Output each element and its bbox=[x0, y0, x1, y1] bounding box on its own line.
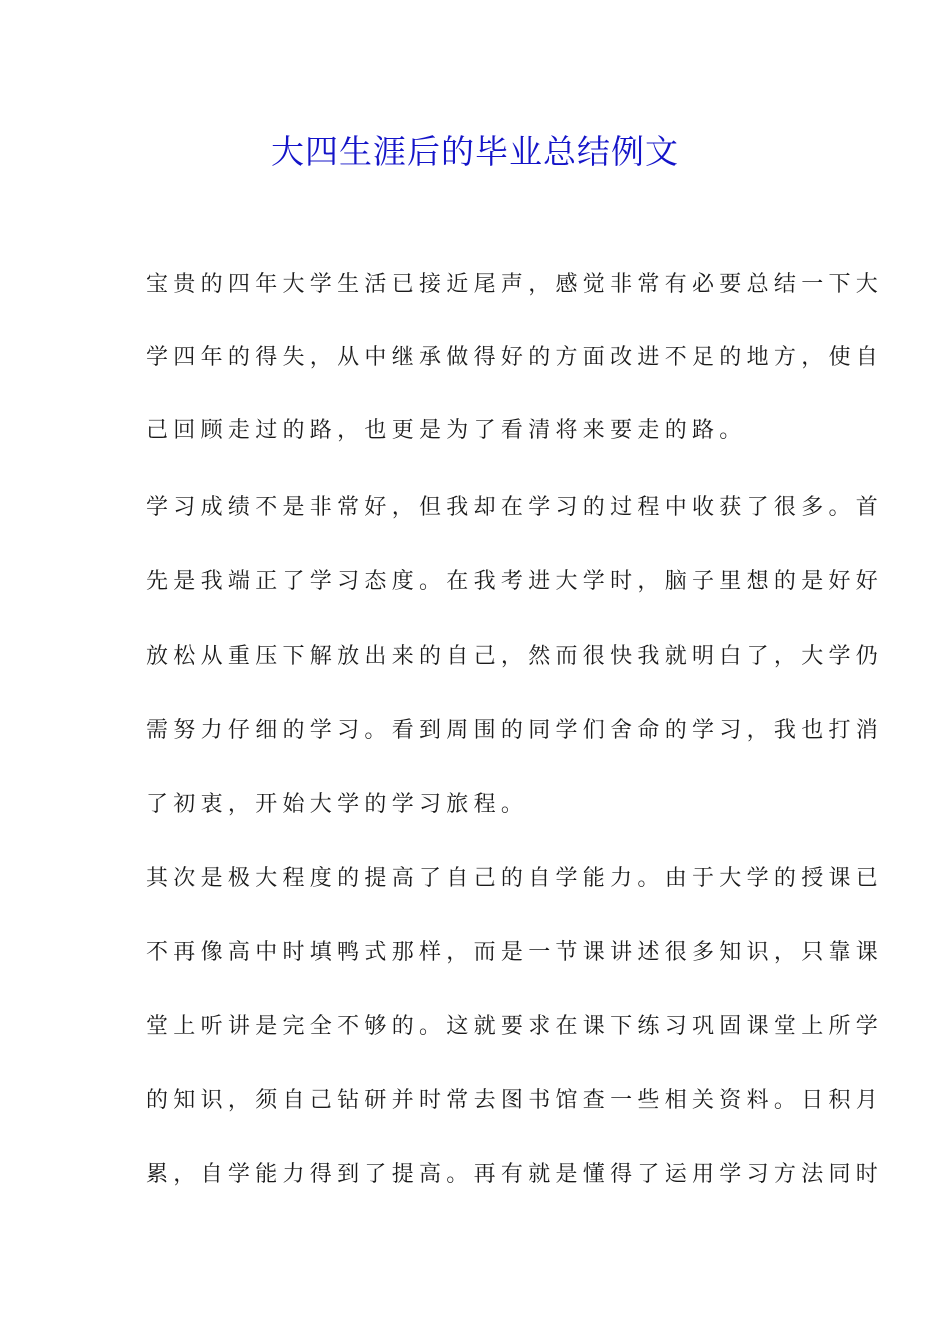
body-line-10: 不再像高中时填鸭式那样，而是一节课讲述很多知识，只靠课 bbox=[146, 940, 884, 965]
body-line-11: 堂上听讲是完全不够的。这就要求在课下练习巩固课堂上所学 bbox=[146, 1014, 884, 1039]
body-line-2: 学四年的得失，从中继承做得好的方面改进不足的地方，使自 bbox=[146, 345, 884, 370]
body-line-7: 需努力仔细的学习。看到周围的同学们舍命的学习，我也打消 bbox=[146, 718, 884, 743]
document-title: 大四生涯后的毕业总结例文 bbox=[271, 132, 679, 171]
body-line-8: 了初衷，开始大学的学习旅程。 bbox=[146, 792, 529, 817]
body-line-4: 学习成绩不是非常好，但我却在学习的过程中收获了很多。首 bbox=[146, 495, 884, 520]
body-line-9: 其次是极大程度的提高了自己的自学能力。由于大学的授课已 bbox=[146, 866, 884, 891]
body-line-13: 累，自学能力得到了提高。再有就是懂得了运用学习方法同时 bbox=[146, 1162, 884, 1187]
body-line-3: 己回顾走过的路，也更是为了看清将来要走的路。 bbox=[146, 418, 747, 443]
body-line-5: 先是我端正了学习态度。在我考进大学时，脑子里想的是好好 bbox=[146, 569, 884, 594]
body-line-12: 的知识，须自己钻研并时常去图书馆查一些相关资料。日积月 bbox=[146, 1088, 884, 1113]
body-line-6: 放松从重压下解放出来的自己，然而很快我就明白了，大学仍 bbox=[146, 644, 884, 669]
body-line-1: 宝贵的四年大学生活已接近尾声，感觉非常有必要总结一下大 bbox=[146, 272, 884, 297]
